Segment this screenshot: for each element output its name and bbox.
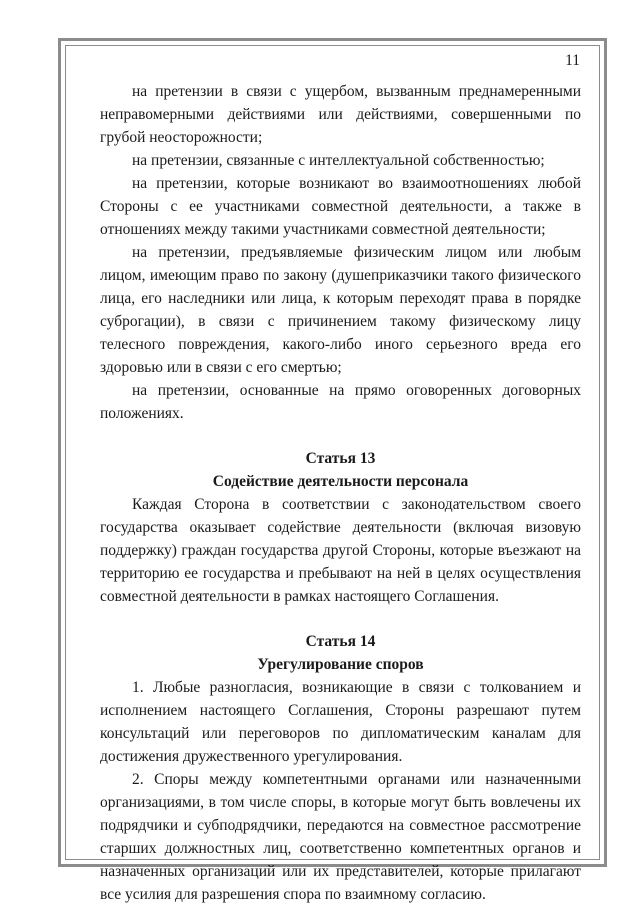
paragraph: на претензии, предъявляемые физическим лицом или любым лицом, имеющим право по закону (душеприказчики такого физического лица, его наследники или лица, к которым переходят права в порядке суброгации), в связи с причинением такому физическому лицу телесного повреждения, какого-либо иного серьезного вреда его здоровью или в связи с его смертью; bbox=[100, 244, 581, 376]
page-number: 11 bbox=[565, 52, 580, 69]
document-body bbox=[100, 80, 581, 906]
paragraph: 1. Любые разногласия, возникающие в связи с толкованием и исполнением настоящего Соглашения, Стороны разрешают путем консультаций или переговоров по дипломатическим каналам для достижения дружественного урегулирования. bbox=[100, 679, 581, 765]
article-number: Статья 14 bbox=[305, 633, 376, 650]
paragraph: на претензии, связанные с интеллектуальной собственностью; bbox=[132, 152, 545, 169]
article-title: Урегулирование споров bbox=[257, 656, 424, 673]
article-number: Статья 13 bbox=[305, 450, 376, 467]
paragraph: 2. Споры между компетентными органами или назначенными организациями, в том числе споры, в которые могут быть вовлечены их подрядчики и субподрядчики, передаются на совместное рассмотрение старших должностных лиц, соответственно компетентных органов и назначенных организаций или их представителей, которые прилагают все усилия для разрешения спора по взаимному согласию. bbox=[100, 771, 581, 903]
article-13 bbox=[100, 447, 581, 608]
article-title: Содействие деятельности персонала bbox=[212, 473, 469, 490]
paragraph: Каждая Сторона в соответствии с законодательством своего государства оказывает содействие деятельности (включая визовую поддержку) граждан государства другой Стороны, которые въезжают на территорию ее государства и пребывают на ней в целях осуществления совместной деятельности в рамках настоящего Соглашения. bbox=[100, 496, 581, 605]
paragraph: на претензии, основанные на прямо оговоренных договорных положениях. bbox=[100, 382, 581, 422]
paragraph: на претензии в связи с ущербом, вызванным преднамеренными неправомерными действиями или действиями, совершенными по грубой неосторожности; bbox=[100, 83, 581, 146]
paragraph: на претензии, которые возникают во взаимоотношениях любой Стороны с ее участниками совместной деятельности, а также в отношениях между такими участниками совместной деятельности; bbox=[100, 175, 581, 238]
article-14 bbox=[100, 630, 581, 906]
